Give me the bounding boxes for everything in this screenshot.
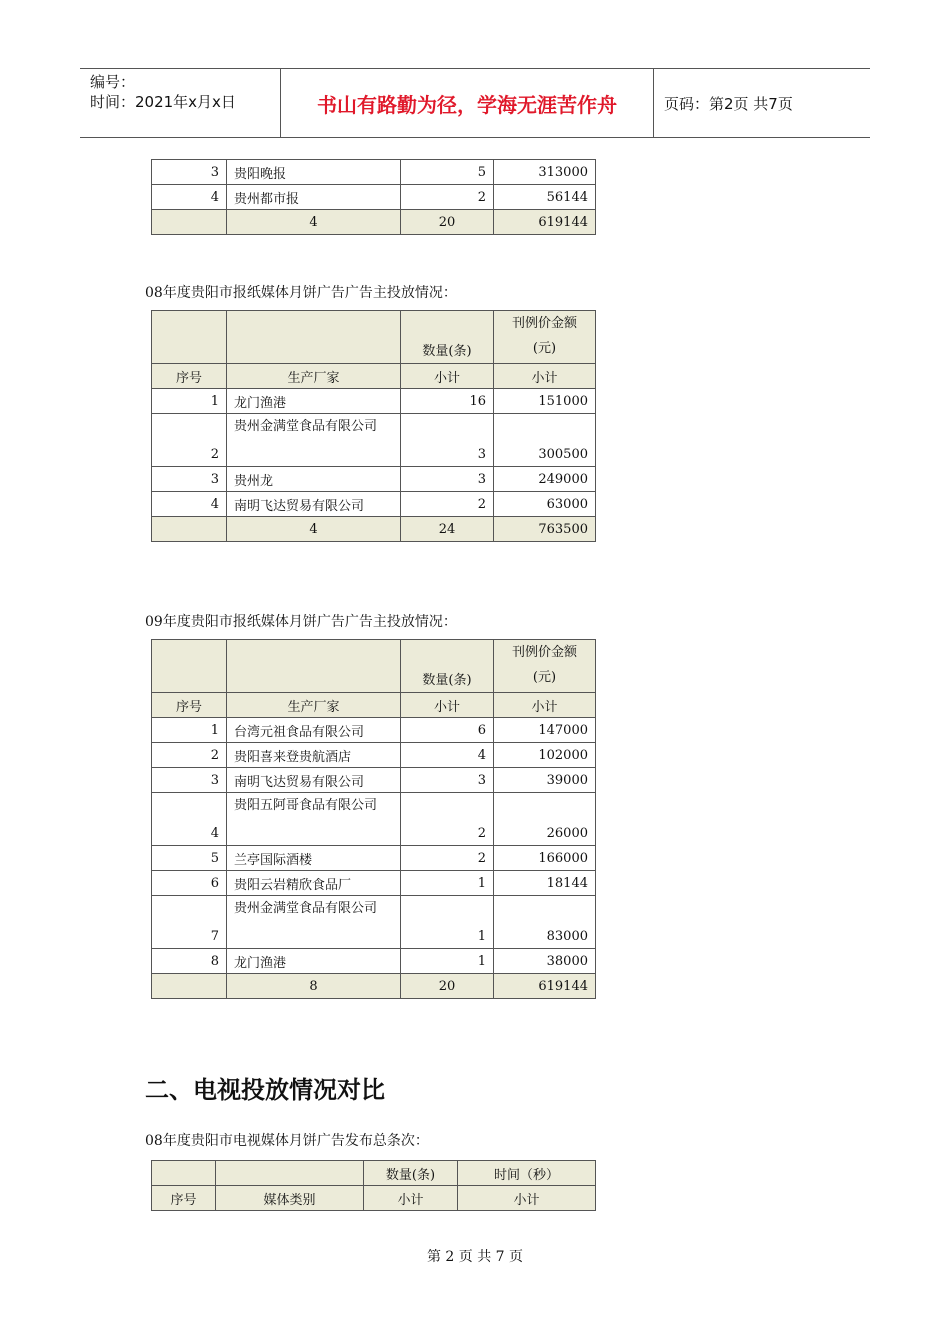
cell-name: 贵阳五阿哥食品有限公司 xyxy=(227,793,401,846)
cell-no: 2 xyxy=(152,414,227,467)
header-row xyxy=(152,640,596,693)
cell-name: 南明飞达贸易有限公司 xyxy=(227,492,401,517)
cell-no: 4 xyxy=(152,492,227,517)
number-label: 编号： xyxy=(90,73,136,91)
cell-total-name: 8 xyxy=(227,974,401,999)
header-info xyxy=(80,69,281,137)
table-row xyxy=(152,896,596,949)
cell-amount: 151000 xyxy=(494,389,596,414)
cell-amount: 18144 xyxy=(494,871,596,896)
col-subtotal: 小计 xyxy=(458,1186,596,1211)
cell-empty xyxy=(152,210,227,235)
col-subtotal: 小计 xyxy=(494,364,596,389)
table-row xyxy=(152,743,596,768)
header-row xyxy=(152,1186,596,1211)
cell-name: 南明飞达贸易有限公司 xyxy=(227,768,401,793)
head-amount: 刊例价金额(元) xyxy=(494,311,596,364)
cell-amount: 249000 xyxy=(494,467,596,492)
cell-total-count: 20 xyxy=(401,210,494,235)
cell-no: 3 xyxy=(152,467,227,492)
cell-amount: 26000 xyxy=(494,793,596,846)
table-row xyxy=(152,414,596,467)
cell-no: 3 xyxy=(152,160,227,185)
cell-name: 贵阳云岩精欣食品厂 xyxy=(227,871,401,896)
col-subtotal: 小计 xyxy=(364,1186,458,1211)
table-continued xyxy=(151,159,596,235)
cell-name: 龙门渔港 xyxy=(227,949,401,974)
table-08 xyxy=(151,310,596,542)
cell-count: 3 xyxy=(401,768,494,793)
total-row xyxy=(152,974,596,999)
col-no: 序号 xyxy=(152,364,227,389)
cell-amount: 102000 xyxy=(494,743,596,768)
cell-no: 7 xyxy=(152,896,227,949)
cell-empty xyxy=(152,517,227,542)
header-row xyxy=(152,693,596,718)
cell-name: 贵阳晚报 xyxy=(227,160,401,185)
table-row xyxy=(152,467,596,492)
cell-amount: 313000 xyxy=(494,160,596,185)
col-subtotal: 小计 xyxy=(401,693,494,718)
cell-amount: 147000 xyxy=(494,718,596,743)
cell-name: 兰亭国际酒楼 xyxy=(227,846,401,871)
head-count: 数量(条) xyxy=(401,640,494,693)
cell-count: 3 xyxy=(401,414,494,467)
total-row xyxy=(152,210,596,235)
cell-no: 4 xyxy=(152,793,227,846)
cell-count: 2 xyxy=(401,793,494,846)
cell-name: 贵州都市报 xyxy=(227,185,401,210)
cell-name: 贵州金满堂食品有限公司 xyxy=(227,896,401,949)
cell-amount: 166000 xyxy=(494,846,596,871)
col-no: 序号 xyxy=(152,693,227,718)
page-footer: 第 2 页 共 7 页 xyxy=(426,1249,524,1265)
cell-count: 5 xyxy=(401,160,494,185)
head-time: 时间（秒） xyxy=(458,1161,596,1186)
cell-count: 2 xyxy=(401,185,494,210)
head-count: 数量(条) xyxy=(364,1161,458,1186)
cell-empty xyxy=(227,311,401,364)
caption-08: 08年度贵阳市报纸媒体月饼广告广告主投放情况： xyxy=(145,285,457,301)
cell-count: 1 xyxy=(401,871,494,896)
col-name: 生产厂家 xyxy=(227,693,401,718)
cell-no: 1 xyxy=(152,389,227,414)
cell-no: 3 xyxy=(152,768,227,793)
cell-no: 6 xyxy=(152,871,227,896)
cell-total-count: 20 xyxy=(401,974,494,999)
header-row xyxy=(152,1161,596,1186)
section-heading-tv: 二、电视投放情况对比 xyxy=(145,1076,385,1104)
table-09 xyxy=(151,639,596,999)
cell-amount: 300500 xyxy=(494,414,596,467)
cell-name: 贵阳喜来登贵航酒店 xyxy=(227,743,401,768)
cell-amount: 56144 xyxy=(494,185,596,210)
cell-count: 1 xyxy=(401,896,494,949)
header-page-label: 页码：第2页 共7页 xyxy=(664,94,793,113)
table-row xyxy=(152,160,596,185)
col-name: 生产厂家 xyxy=(227,364,401,389)
col-no: 序号 xyxy=(152,1186,216,1211)
cell-count: 16 xyxy=(401,389,494,414)
table-row xyxy=(152,718,596,743)
cell-amount: 83000 xyxy=(494,896,596,949)
cell-count: 2 xyxy=(401,846,494,871)
page-header xyxy=(80,68,870,138)
header-row xyxy=(152,364,596,389)
cell-amount: 63000 xyxy=(494,492,596,517)
cell-no: 8 xyxy=(152,949,227,974)
cell-empty xyxy=(216,1161,364,1186)
cell-no: 2 xyxy=(152,743,227,768)
cell-amount: 38000 xyxy=(494,949,596,974)
cell-count: 2 xyxy=(401,492,494,517)
cell-empty xyxy=(227,640,401,693)
cell-total-name: 4 xyxy=(227,210,401,235)
head-count: 数量(条) xyxy=(401,311,494,364)
cell-count: 4 xyxy=(401,743,494,768)
cell-total-amount: 619144 xyxy=(494,210,596,235)
table-row xyxy=(152,949,596,974)
cell-empty xyxy=(152,311,227,364)
cell-no: 4 xyxy=(152,185,227,210)
cell-total-amount: 619144 xyxy=(494,974,596,999)
cell-no: 5 xyxy=(152,846,227,871)
header-motto: 书山有路勤为径，学海无涯苦作舟 xyxy=(281,69,654,137)
caption-09: 09年度贵阳市报纸媒体月饼广告广告主投放情况： xyxy=(145,614,457,630)
col-subtotal: 小计 xyxy=(494,693,596,718)
time-label: 时间：2021年x月x日 xyxy=(90,93,236,111)
col-subtotal: 小计 xyxy=(401,364,494,389)
header-row xyxy=(152,311,596,364)
cell-count: 1 xyxy=(401,949,494,974)
table-row xyxy=(152,768,596,793)
head-amount: 刊例价金额(元) xyxy=(494,640,596,693)
cell-name: 龙门渔港 xyxy=(227,389,401,414)
table-row xyxy=(152,185,596,210)
table-row xyxy=(152,793,596,846)
table-row xyxy=(152,492,596,517)
table-row xyxy=(152,389,596,414)
cell-empty xyxy=(152,974,227,999)
cell-name: 台湾元祖食品有限公司 xyxy=(227,718,401,743)
cell-name: 贵州龙 xyxy=(227,467,401,492)
cell-empty xyxy=(152,1161,216,1186)
table-tv xyxy=(151,1160,596,1211)
cell-empty xyxy=(152,640,227,693)
table-row xyxy=(152,871,596,896)
col-media-type: 媒体类别 xyxy=(216,1186,364,1211)
cell-no: 1 xyxy=(152,718,227,743)
table-row xyxy=(152,846,596,871)
cell-name: 贵州金满堂食品有限公司 xyxy=(227,414,401,467)
caption-tv: 08年度贵阳市电视媒体月饼广告发布总条次： xyxy=(145,1133,429,1149)
total-row xyxy=(152,517,596,542)
cell-total-name: 4 xyxy=(227,517,401,542)
cell-total-count: 24 xyxy=(401,517,494,542)
cell-total-amount: 763500 xyxy=(494,517,596,542)
cell-count: 6 xyxy=(401,718,494,743)
cell-amount: 39000 xyxy=(494,768,596,793)
cell-count: 3 xyxy=(401,467,494,492)
